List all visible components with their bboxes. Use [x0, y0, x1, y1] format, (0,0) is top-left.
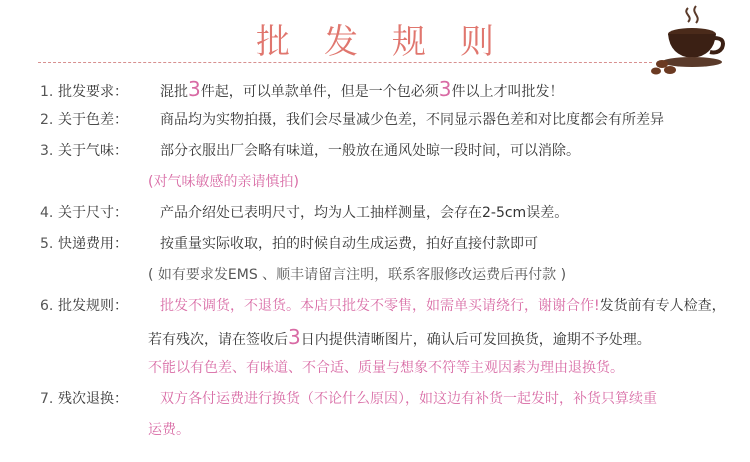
rule-number: 1.	[40, 84, 54, 100]
rule-text	[160, 291, 726, 322]
rule-6	[40, 291, 746, 322]
rule-2	[40, 105, 746, 136]
rule-label: 关于尺寸：	[58, 205, 128, 221]
rule-7	[40, 384, 746, 415]
rule-text: 商品均为实物拍摄，我们会尽量减少色差，不同显示器色差和对比度都会有所差异	[160, 112, 664, 128]
rule-text-pre: 混批	[160, 84, 188, 100]
rule-7-cont	[40, 415, 746, 446]
rule-3-note	[40, 167, 746, 198]
rule-text-pre: 若有残次，请在签收后	[148, 332, 288, 348]
rule-text	[160, 74, 563, 105]
rule-text-post: 件以上才叫批发！	[451, 84, 564, 100]
rule-number: 5.	[40, 236, 54, 252]
rule-text: 双方各付运费进行换货（不论什么原因），如这边有补货一起发时，补货只算续重	[160, 391, 657, 407]
rule-number: 3.	[40, 143, 54, 159]
rule-text-pink: 运费。	[148, 422, 190, 438]
rule-3	[40, 136, 746, 167]
rule-label: 批发规则：	[58, 298, 128, 314]
rule-1	[40, 74, 746, 105]
rule-6-cont-1	[40, 322, 746, 353]
page-title: 批发规则	[256, 22, 528, 62]
rule-number: 4.	[40, 205, 54, 221]
rule-5	[40, 229, 746, 260]
rule-number: 7.	[40, 391, 54, 407]
rule-4	[40, 198, 746, 229]
rule-label: 关于色差：	[58, 112, 128, 128]
rule-number: 2.	[40, 112, 54, 128]
title-divider	[38, 62, 652, 63]
rule-5-note	[40, 260, 746, 291]
rule-number: 6.	[40, 298, 54, 314]
rule-highlight-number: 3	[188, 77, 201, 101]
rule-text: 按重量实际收取，拍的时候自动生成运费，拍好直接付款即可	[160, 236, 538, 252]
rule-highlight-number: 3	[438, 77, 452, 101]
rule-text-post: 日内提供清晰图片，确认后可发回换货，逾期不予处理。	[300, 332, 651, 348]
rule-label: 关于气味：	[58, 143, 128, 159]
rule-text: 产品介绍处已表明尺寸，均为人工抽样测量，会存在2-5cm误差。	[160, 205, 569, 221]
rule-text-tail: 发货前有专人检查，	[599, 298, 726, 314]
rule-note: ( 如有要求发EMS 、顺丰请留言注明，联系客服修改运费后再付款 )	[148, 267, 567, 283]
rule-note: (对气味敏感的亲请慎拍)	[148, 174, 299, 190]
rule-label: 残次退换：	[58, 391, 128, 407]
rules-list	[40, 74, 746, 446]
rule-label: 批发要求：	[58, 84, 128, 100]
rule-text-pink: 批发不调货，不退货。本店只批发不零售，如需单买请绕行，谢谢合作!	[160, 298, 600, 314]
rule-label: 快递费用：	[58, 236, 128, 252]
rule-highlight-number: 3	[288, 325, 301, 349]
rule-text: 部分衣服出厂会略有味道，一般放在通风处晾一段时间，可以消除。	[160, 143, 580, 159]
rule-text-pink: 不能以有色差、有味道、不合适、质量与想象不符等主观因素为理由退换货。	[148, 360, 624, 376]
rule-text-mid: 件起，可以单款单件，但是一个包必须	[200, 84, 439, 100]
coffee-cup-icon	[648, 4, 726, 76]
rule-6-cont-2	[40, 353, 746, 384]
